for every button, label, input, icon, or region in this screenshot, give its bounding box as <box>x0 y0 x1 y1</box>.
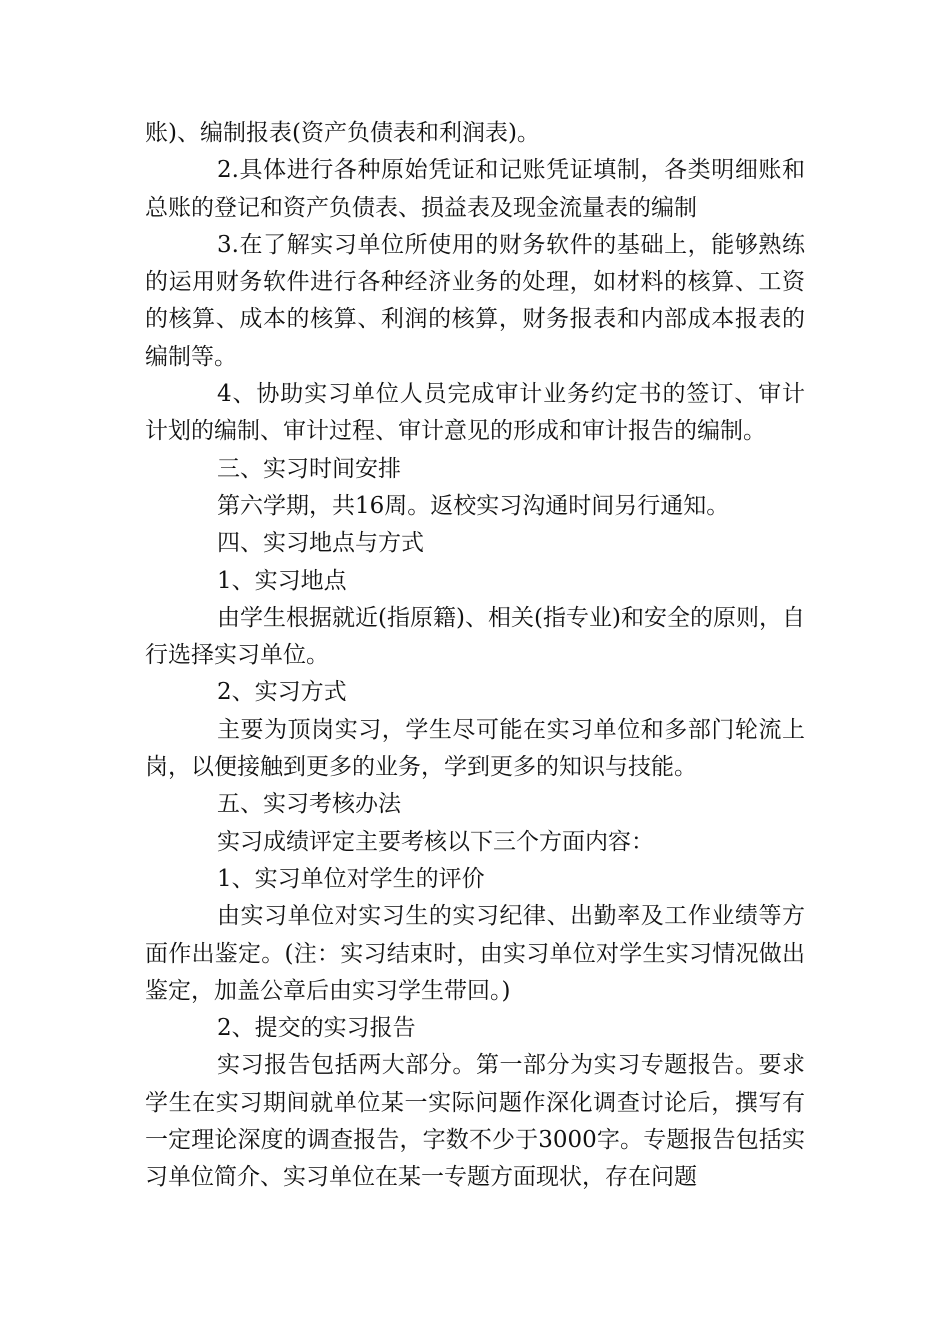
section-heading-assessment: 五、实习考核办法 <box>217 791 401 818</box>
section-heading-schedule: 三、实习时间安排 <box>217 455 401 482</box>
subheading-unit-evaluation: 1、实习单位对学生的评价 <box>217 865 485 892</box>
paragraph-report: 实习报告包括两大部分。第一部分为实习专题报告。要求学生在实习期间就单位某一实际问题作深化调查讨论后，撰写有一定理论深度的调查报告，字数不少于3000字。专题报告包括实习单位简介、实习单位在某一专题方面现状，存在问题 <box>145 1052 805 1191</box>
paragraph-method: 主要为顶岗实习，学生尽可能在实习单位和多部门轮流上岗，以便接触到更多的业务，学到更多的知识与技能。 <box>145 716 805 781</box>
subheading-location: 1、实习地点 <box>217 567 347 594</box>
paragraph-location: 由学生根据就近(指原籍)、相关(指专业)和安全的原则，自行选择实习单位。 <box>145 604 805 669</box>
paragraph-item-4: 4、协助实习单位人员完成审计业务约定书的签订、审计计划的编制、审计过程、审计意见的形成和审计报告的编制。 <box>145 381 805 445</box>
subheading-method: 2、实习方式 <box>217 679 347 706</box>
subheading-report: 2、提交的实习报告 <box>217 1015 416 1042</box>
paragraph-item-2: 2.具体进行各种原始凭证和记账凭证填制，各类明细账和总账的登记和资产负债表、损益表及现金流量表的编制 <box>145 157 805 221</box>
paragraph-item-3: 3.在了解实习单位所使用的财务软件的基础上，能够熟练的运用财务软件进行各种经济业务的处理，如材料的核算、工资的核算、成本的核算、利润的核算，财务报表和内部成本报表的编制等。 <box>145 231 805 370</box>
section-heading-location-method: 四、实习地点与方式 <box>217 530 424 557</box>
document-body <box>145 115 805 1197</box>
paragraph-assessment-intro: 实习成绩评定主要考核以下三个方面内容： <box>217 828 654 855</box>
paragraph-schedule: 第六学期，共16周。返校实习沟通时间另行通知。 <box>217 492 730 519</box>
paragraph-unit-evaluation: 由实习单位对实习生的实习纪律、出勤率及工作业绩等方面作出鉴定。(注：实习结束时，由实习单位对学生实习情况做出鉴定，加盖公章后由实习学生带回。) <box>145 903 805 1004</box>
paragraph-continuation: 账)、编制报表(资产负债表和利润表)。 <box>145 120 540 146</box>
